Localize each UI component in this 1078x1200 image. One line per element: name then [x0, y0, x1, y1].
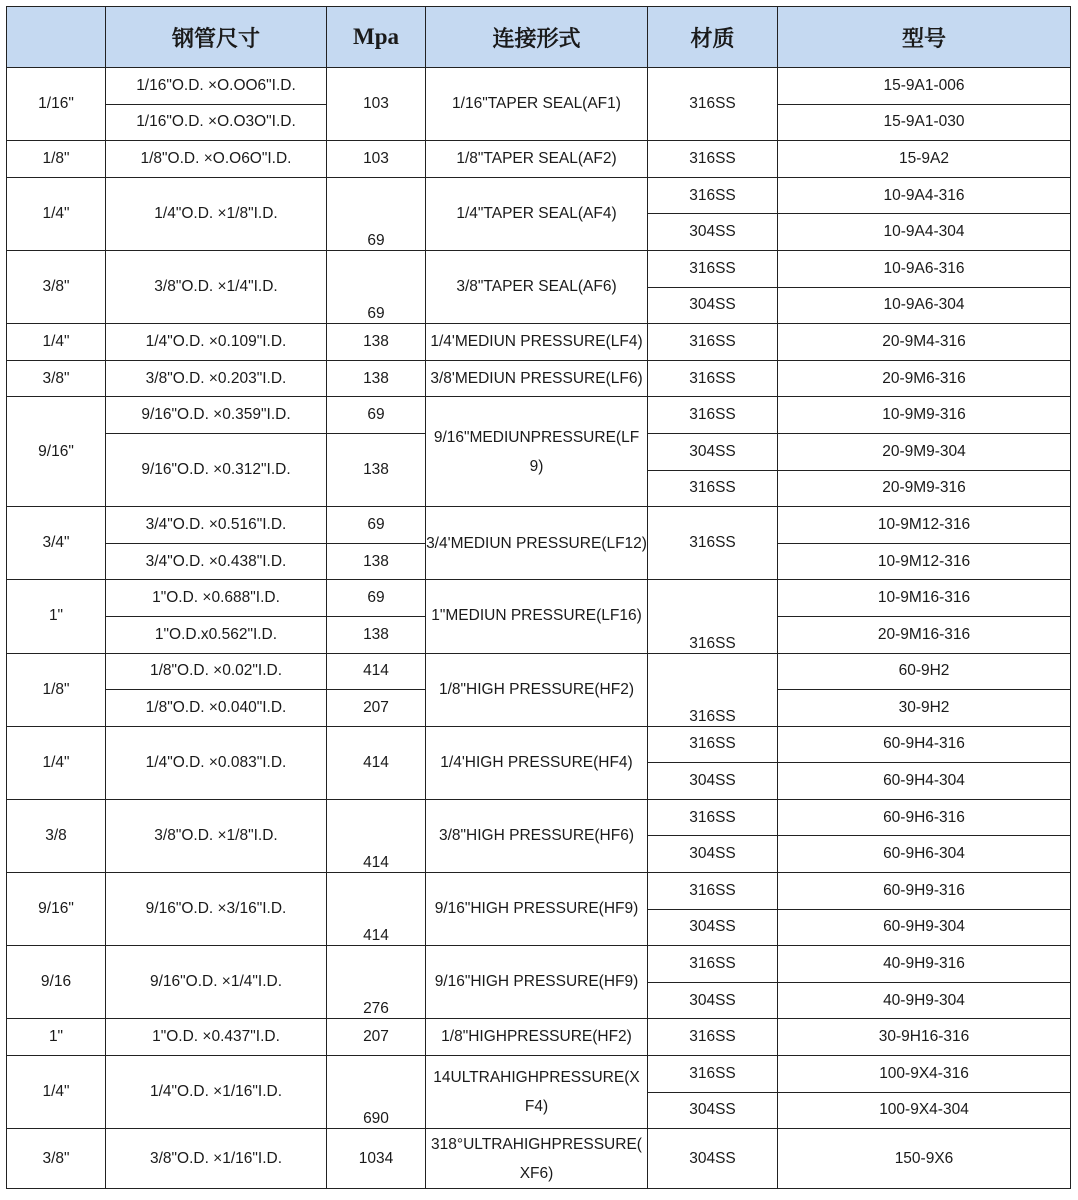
connection-cell: 3/4'MEDIUN PRESSURE(LF12) — [426, 507, 648, 580]
mpa-cell: 138 — [327, 324, 426, 361]
mpa-cell: 69 — [327, 177, 426, 250]
table-row — [7, 360, 1071, 397]
header-model: 型号 — [778, 7, 1071, 68]
material-cell: 304SS — [648, 1092, 778, 1129]
material-cell: 316SS — [648, 360, 778, 397]
table-row — [7, 397, 1071, 434]
material-cell: 316SS — [648, 177, 778, 214]
mpa-cell: 138 — [327, 360, 426, 397]
model-cell: 15-9A1-006 — [778, 68, 1071, 105]
model-cell: 40-9H9-316 — [778, 946, 1071, 983]
material-cell: 316SS — [648, 799, 778, 836]
size-cell: 1/4" — [7, 1056, 106, 1129]
table-row — [7, 653, 1071, 690]
pipe-cell: 9/16"O.D. ×0.312"I.D. — [106, 433, 327, 506]
model-cell: 10-9A6-316 — [778, 250, 1071, 287]
pipe-cell: 9/16"O.D. ×1/4"I.D. — [106, 946, 327, 1019]
model-cell: 20-9M9-316 — [778, 470, 1071, 507]
material-cell: 316SS — [648, 1056, 778, 1093]
table-row — [7, 580, 1071, 617]
size-cell: 9/16 — [7, 946, 106, 1019]
table-row — [7, 1019, 1071, 1056]
header-connection: 连接形式 — [426, 7, 648, 68]
model-cell: 15-9A1-030 — [778, 104, 1071, 141]
connection-cell: 1/4'HIGH PRESSURE(HF4) — [426, 726, 648, 799]
size-cell: 1" — [7, 1019, 106, 1056]
mpa-cell: 1034 — [327, 1129, 426, 1189]
table-row — [7, 799, 1071, 836]
connection-cell: 1/8"HIGH PRESSURE(HF2) — [426, 653, 648, 726]
material-cell: 316SS — [648, 873, 778, 910]
material-cell: 316SS — [648, 470, 778, 507]
model-cell: 10-9M12-316 — [778, 543, 1071, 580]
model-cell: 20-9M4-316 — [778, 324, 1071, 361]
mpa-cell: 103 — [327, 141, 426, 178]
material-cell: 316SS — [648, 653, 778, 726]
material-cell: 304SS — [648, 1129, 778, 1189]
model-cell: 40-9H9-304 — [778, 982, 1071, 1019]
model-cell: 20-9M9-304 — [778, 433, 1071, 470]
model-cell: 10-9M16-316 — [778, 580, 1071, 617]
material-cell: 304SS — [648, 836, 778, 873]
mpa-cell: 138 — [327, 433, 426, 506]
pipe-cell: 3/8"O.D. ×1/4"I.D. — [106, 250, 327, 323]
model-cell: 100-9X4-316 — [778, 1056, 1071, 1093]
model-cell: 60-9H4-304 — [778, 763, 1071, 800]
mpa-cell: 690 — [327, 1056, 426, 1129]
material-cell: 316SS — [648, 68, 778, 141]
size-cell: 3/8" — [7, 1129, 106, 1189]
connection-cell: 9/16"HIGH PRESSURE(HF9) — [426, 946, 648, 1019]
material-cell: 304SS — [648, 909, 778, 946]
model-cell: 60-9H4-316 — [778, 726, 1071, 763]
table-row — [7, 873, 1071, 910]
pipe-cell: 1/4"O.D. ×0.083"I.D. — [106, 726, 327, 799]
table-row — [7, 507, 1071, 544]
connection-cell: 14ULTRAHIGHPRESSURE(X F4) — [426, 1056, 648, 1129]
table-row — [7, 1129, 1071, 1189]
pipe-cell: 1/8"O.D. ×O.O6O"I.D. — [106, 141, 327, 178]
model-cell: 10-9M12-316 — [778, 507, 1071, 544]
model-cell: 60-9H2 — [778, 653, 1071, 690]
pipe-cell: 3/4"O.D. ×0.438"I.D. — [106, 543, 327, 580]
mpa-cell: 69 — [327, 397, 426, 434]
size-cell: 1/4" — [7, 324, 106, 361]
size-cell: 3/8" — [7, 250, 106, 323]
size-cell: 3/8" — [7, 360, 106, 397]
pipe-cell: 9/16"O.D. ×0.359"I.D. — [106, 397, 327, 434]
mpa-cell: 69 — [327, 507, 426, 544]
mpa-cell: 207 — [327, 1019, 426, 1056]
model-cell: 30-9H2 — [778, 690, 1071, 727]
pipe-cell: 1"O.D.x0.562"I.D. — [106, 616, 327, 653]
material-cell: 316SS — [648, 726, 778, 763]
material-cell: 304SS — [648, 763, 778, 800]
model-cell: 150-9X6 — [778, 1129, 1071, 1189]
connection-cell: 9/16"MEDIUNPRESSURE(LF 9) — [426, 397, 648, 507]
connection-cell: 1/8"HIGHPRESSURE(HF2) — [426, 1019, 648, 1056]
material-cell: 316SS — [648, 250, 778, 287]
pipe-cell: 1/4"O.D. ×1/16"I.D. — [106, 1056, 327, 1129]
material-cell: 316SS — [648, 946, 778, 983]
size-cell: 9/16" — [7, 397, 106, 507]
pipe-cell: 1"O.D. ×0.688"I.D. — [106, 580, 327, 617]
table-row — [7, 250, 1071, 287]
connection-cell: 3/8'MEDIUN PRESSURE(LF6) — [426, 360, 648, 397]
connection-cell: 9/16"HIGH PRESSURE(HF9) — [426, 873, 648, 946]
pipe-cell: 3/8"O.D. ×0.203"I.D. — [106, 360, 327, 397]
model-cell: 60-9H9-304 — [778, 909, 1071, 946]
connection-cell: 1/16"TAPER SEAL(AF1) — [426, 68, 648, 141]
mpa-cell: 103 — [327, 68, 426, 141]
model-cell: 10-9A4-316 — [778, 177, 1071, 214]
size-cell: 1/4" — [7, 726, 106, 799]
table-row — [7, 141, 1071, 178]
pipe-cell: 1/4"O.D. ×1/8"I.D. — [106, 177, 327, 250]
mpa-cell: 207 — [327, 690, 426, 727]
material-cell: 316SS — [648, 324, 778, 361]
pipe-cell: 3/8"O.D. ×1/8"I.D. — [106, 799, 327, 872]
size-cell: 3/8 — [7, 799, 106, 872]
mpa-cell: 69 — [327, 250, 426, 323]
mpa-cell: 414 — [327, 653, 426, 690]
connection-cell: 318°ULTRAHIGHPRESSURE( XF6) — [426, 1129, 648, 1189]
model-cell: 60-9H6-304 — [778, 836, 1071, 873]
size-cell: 9/16" — [7, 873, 106, 946]
model-cell: 10-9M9-316 — [778, 397, 1071, 434]
mpa-cell: 276 — [327, 946, 426, 1019]
connection-cell: 1/4'MEDIUN PRESSURE(LF4) — [426, 324, 648, 361]
material-cell: 316SS — [648, 141, 778, 178]
connection-cell: 1"MEDIUN PRESSURE(LF16) — [426, 580, 648, 653]
table-row — [7, 946, 1071, 983]
model-cell: 100-9X4-304 — [778, 1092, 1071, 1129]
model-cell: 20-9M6-316 — [778, 360, 1071, 397]
size-cell: 1/8" — [7, 141, 106, 178]
header-size — [7, 7, 106, 68]
connection-cell: 1/4"TAPER SEAL(AF4) — [426, 177, 648, 250]
model-cell: 10-9A4-304 — [778, 214, 1071, 251]
material-cell: 316SS — [648, 397, 778, 434]
connection-cell: 3/8"TAPER SEAL(AF6) — [426, 250, 648, 323]
model-cell: 30-9H16-316 — [778, 1019, 1071, 1056]
size-cell: 1/8" — [7, 653, 106, 726]
table-row — [7, 1056, 1071, 1093]
mpa-cell: 138 — [327, 543, 426, 580]
table-row — [7, 68, 1071, 105]
pipe-spec-table — [6, 6, 1071, 1189]
size-cell: 3/4" — [7, 507, 106, 580]
material-cell: 316SS — [648, 507, 778, 580]
mpa-cell: 414 — [327, 799, 426, 872]
pipe-cell: 3/4"O.D. ×0.516"I.D. — [106, 507, 327, 544]
model-cell: 60-9H9-316 — [778, 873, 1071, 910]
size-cell: 1" — [7, 580, 106, 653]
header-material: 材质 — [648, 7, 778, 68]
mpa-cell: 414 — [327, 873, 426, 946]
material-cell: 304SS — [648, 982, 778, 1019]
table-row — [7, 177, 1071, 214]
connection-cell: 1/8"TAPER SEAL(AF2) — [426, 141, 648, 178]
pipe-cell: 1/8"O.D. ×0.02"I.D. — [106, 653, 327, 690]
mpa-cell: 414 — [327, 726, 426, 799]
material-cell: 316SS — [648, 1019, 778, 1056]
pipe-cell: 1/16"O.D. ×O.OO6"I.D. — [106, 68, 327, 105]
material-cell: 304SS — [648, 287, 778, 324]
mpa-cell: 69 — [327, 580, 426, 617]
table-row — [7, 726, 1071, 763]
pipe-cell: 3/8"O.D. ×1/16"I.D. — [106, 1129, 327, 1189]
header-row — [7, 7, 1071, 68]
table-row — [7, 324, 1071, 361]
material-cell: 304SS — [648, 214, 778, 251]
material-cell: 304SS — [648, 433, 778, 470]
size-cell: 1/4" — [7, 177, 106, 250]
pipe-cell: 1"O.D. ×0.437"I.D. — [106, 1019, 327, 1056]
model-cell: 60-9H6-316 — [778, 799, 1071, 836]
size-cell: 1/16" — [7, 68, 106, 141]
material-cell: 316SS — [648, 580, 778, 653]
model-cell: 20-9M16-316 — [778, 616, 1071, 653]
model-cell: 10-9A6-304 — [778, 287, 1071, 324]
pipe-cell: 1/4"O.D. ×0.109"I.D. — [106, 324, 327, 361]
pipe-cell: 9/16"O.D. ×3/16"I.D. — [106, 873, 327, 946]
connection-cell: 3/8"HIGH PRESSURE(HF6) — [426, 799, 648, 872]
pipe-cell: 1/16"O.D. ×O.O3O"I.D. — [106, 104, 327, 141]
pipe-cell: 1/8"O.D. ×0.040"I.D. — [106, 690, 327, 727]
model-cell: 15-9A2 — [778, 141, 1071, 178]
mpa-cell: 138 — [327, 616, 426, 653]
header-mpa: Mpa — [327, 7, 426, 68]
header-pipe-size: 钢管尺寸 — [106, 7, 327, 68]
